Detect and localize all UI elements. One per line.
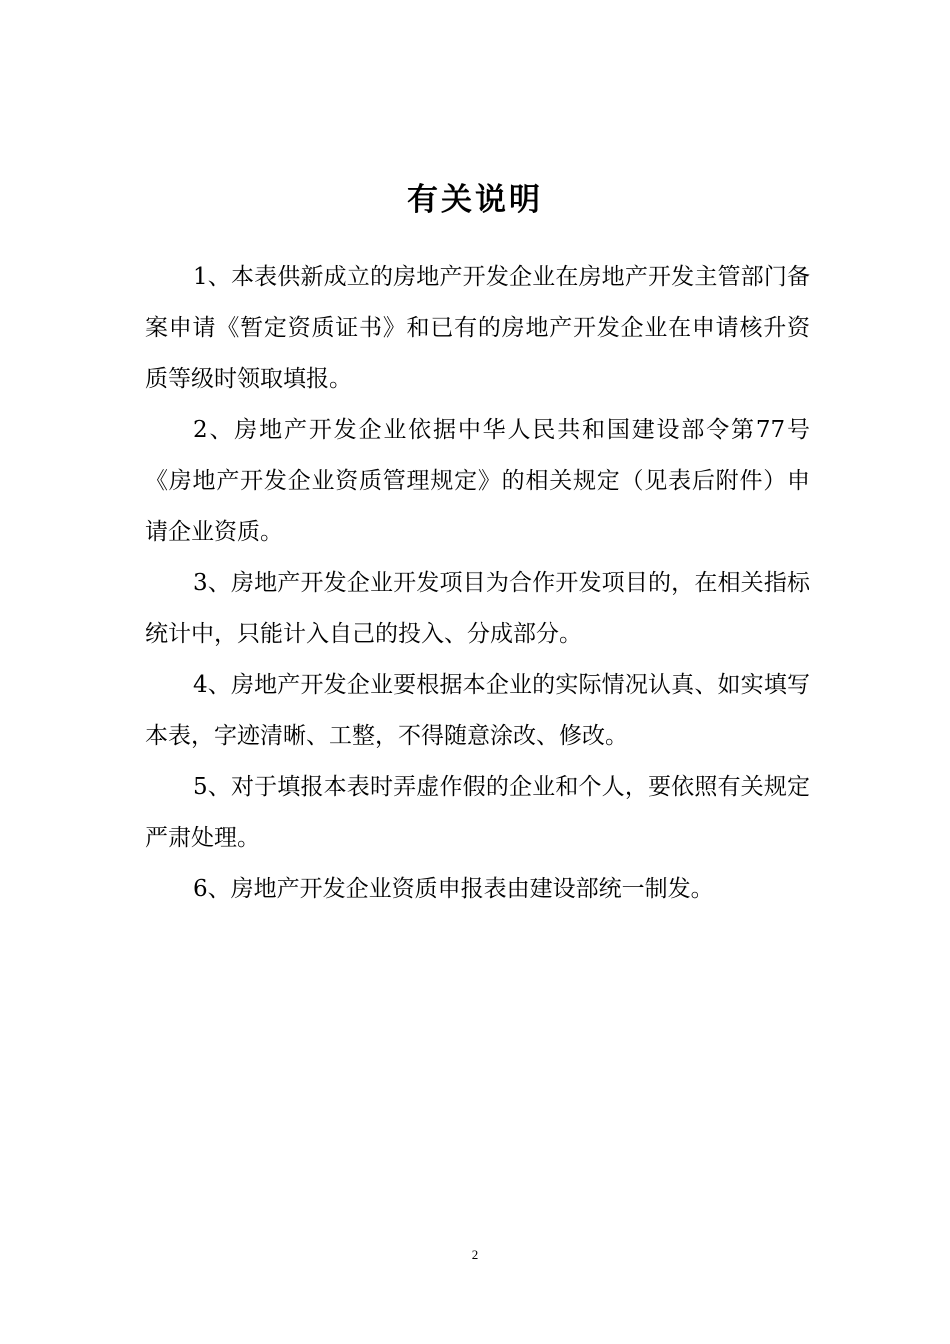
note-item-5: 5、对于填报本表时弄虚作假的企业和个人，要依照有关规定严肃处理。 [145, 774, 810, 851]
notes-list [145, 252, 810, 915]
note-item-3: 3、房地产开发企业开发项目为合作开发项目的，在相关指标统计中，只能计入自己的投入、分成部分。 [145, 570, 810, 647]
page-number: 2 [471, 1247, 479, 1262]
page-title: 有关说明 [407, 182, 543, 218]
note-item-6: 6、房地产开发企业资质申报表由建设部统一制发。 [193, 876, 714, 902]
note-item-1: 1、本表供新成立的房地产开发企业在房地产开发主管部门备案申请《暂定资质证书》和已有的房地产开发企业在申请核升资质等级时领取填报。 [145, 264, 810, 392]
note-item-2: 2、房地产开发企业依据中华人民共和国建设部令第77号《房地产开发企业资质管理规定》的相关规定（见表后附件）申请企业资质。 [145, 417, 810, 545]
note-item-4: 4、房地产开发企业要根据本企业的实际情况认真、如实填写本表，字迹清晰、工整，不得随意涂改、修改。 [145, 672, 810, 749]
